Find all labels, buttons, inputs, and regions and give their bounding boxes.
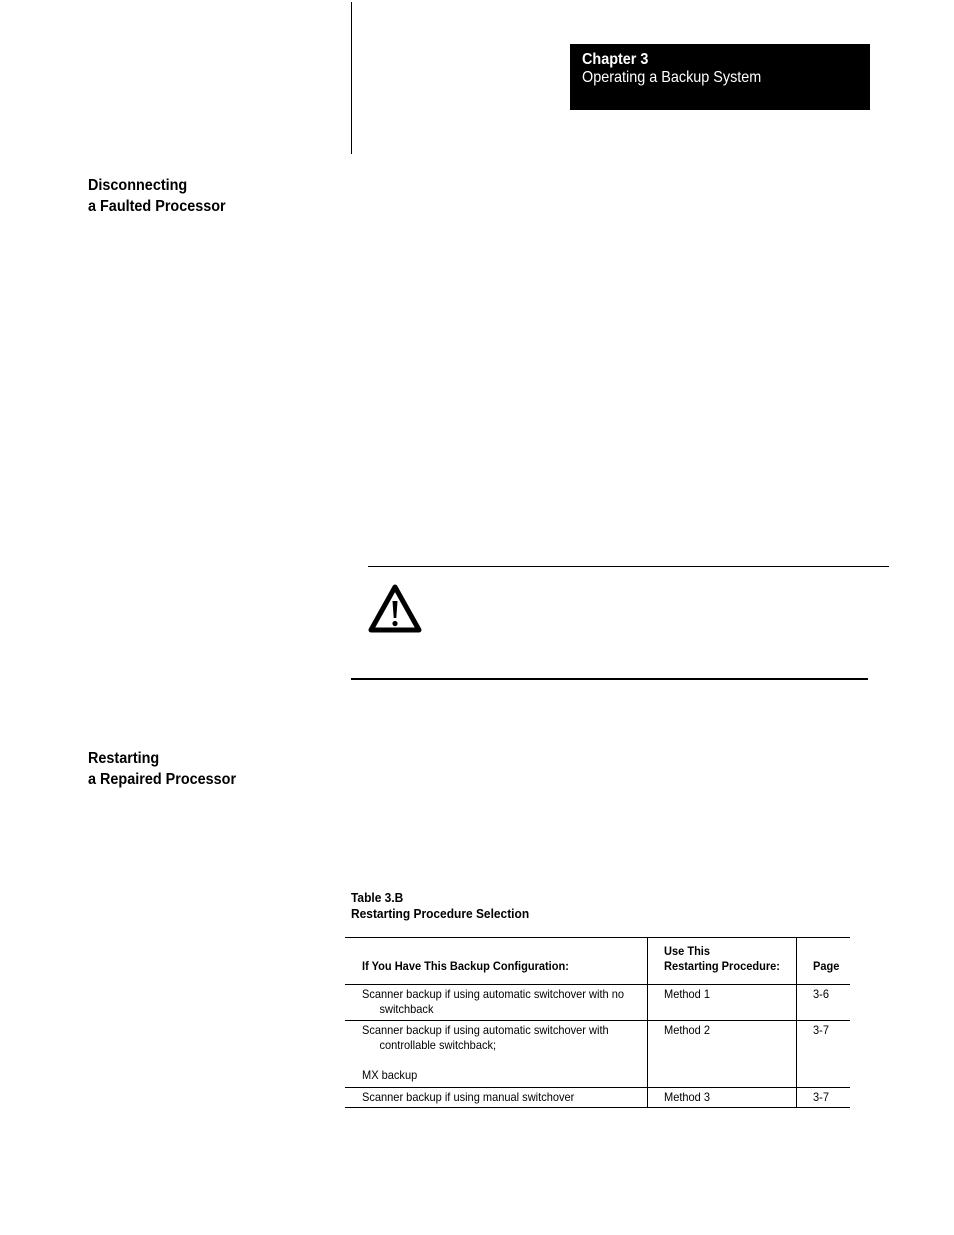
warning-bottom-rule — [351, 678, 868, 680]
cell-procedure: Method 1 — [647, 985, 796, 1021]
cell-procedure: Method 2 — [647, 1021, 796, 1088]
vertical-rule — [351, 2, 352, 154]
table-caption — [351, 890, 529, 922]
table-number: Table 3.B — [351, 890, 404, 905]
table-title: Restarting Procedure Selection — [351, 906, 530, 921]
header-procedure: Use This Restarting Procedure: — [647, 938, 796, 985]
chapter-title: Operating a Backup System — [582, 69, 762, 86]
section-heading-disconnecting — [88, 175, 226, 217]
header-config: If You Have This Backup Configuration: — [362, 959, 569, 973]
cell-procedure: Method 3 — [647, 1088, 796, 1108]
restarting-procedure-table — [345, 937, 850, 1108]
header-page: Page — [796, 938, 850, 985]
table-header-row — [345, 938, 850, 985]
cell-config: Scanner backup if using automatic switchover with no switchback — [345, 985, 647, 1021]
cell-config: Scanner backup if using automatic switchover with controllable switchback; MX backup — [345, 1021, 647, 1088]
table-row — [345, 1021, 850, 1088]
warning-top-rule — [368, 566, 889, 567]
heading-line: Restarting — [88, 750, 160, 767]
heading-line: a Repaired Processor — [88, 771, 237, 788]
heading-line: Disconnecting — [88, 177, 188, 194]
table-row — [345, 1088, 850, 1108]
section-heading-restarting — [88, 748, 236, 790]
chapter-header — [570, 44, 870, 110]
cell-config: Scanner backup if using manual switchover — [345, 1088, 647, 1108]
chapter-number: Chapter 3 — [582, 51, 649, 68]
heading-line: a Faulted Processor — [88, 198, 226, 215]
table-row — [345, 985, 850, 1021]
warning-triangle-icon — [368, 584, 422, 634]
cell-page: 3-7 — [796, 1021, 850, 1088]
cell-page: 3-7 — [796, 1088, 850, 1108]
cell-page: 3-6 — [796, 985, 850, 1021]
